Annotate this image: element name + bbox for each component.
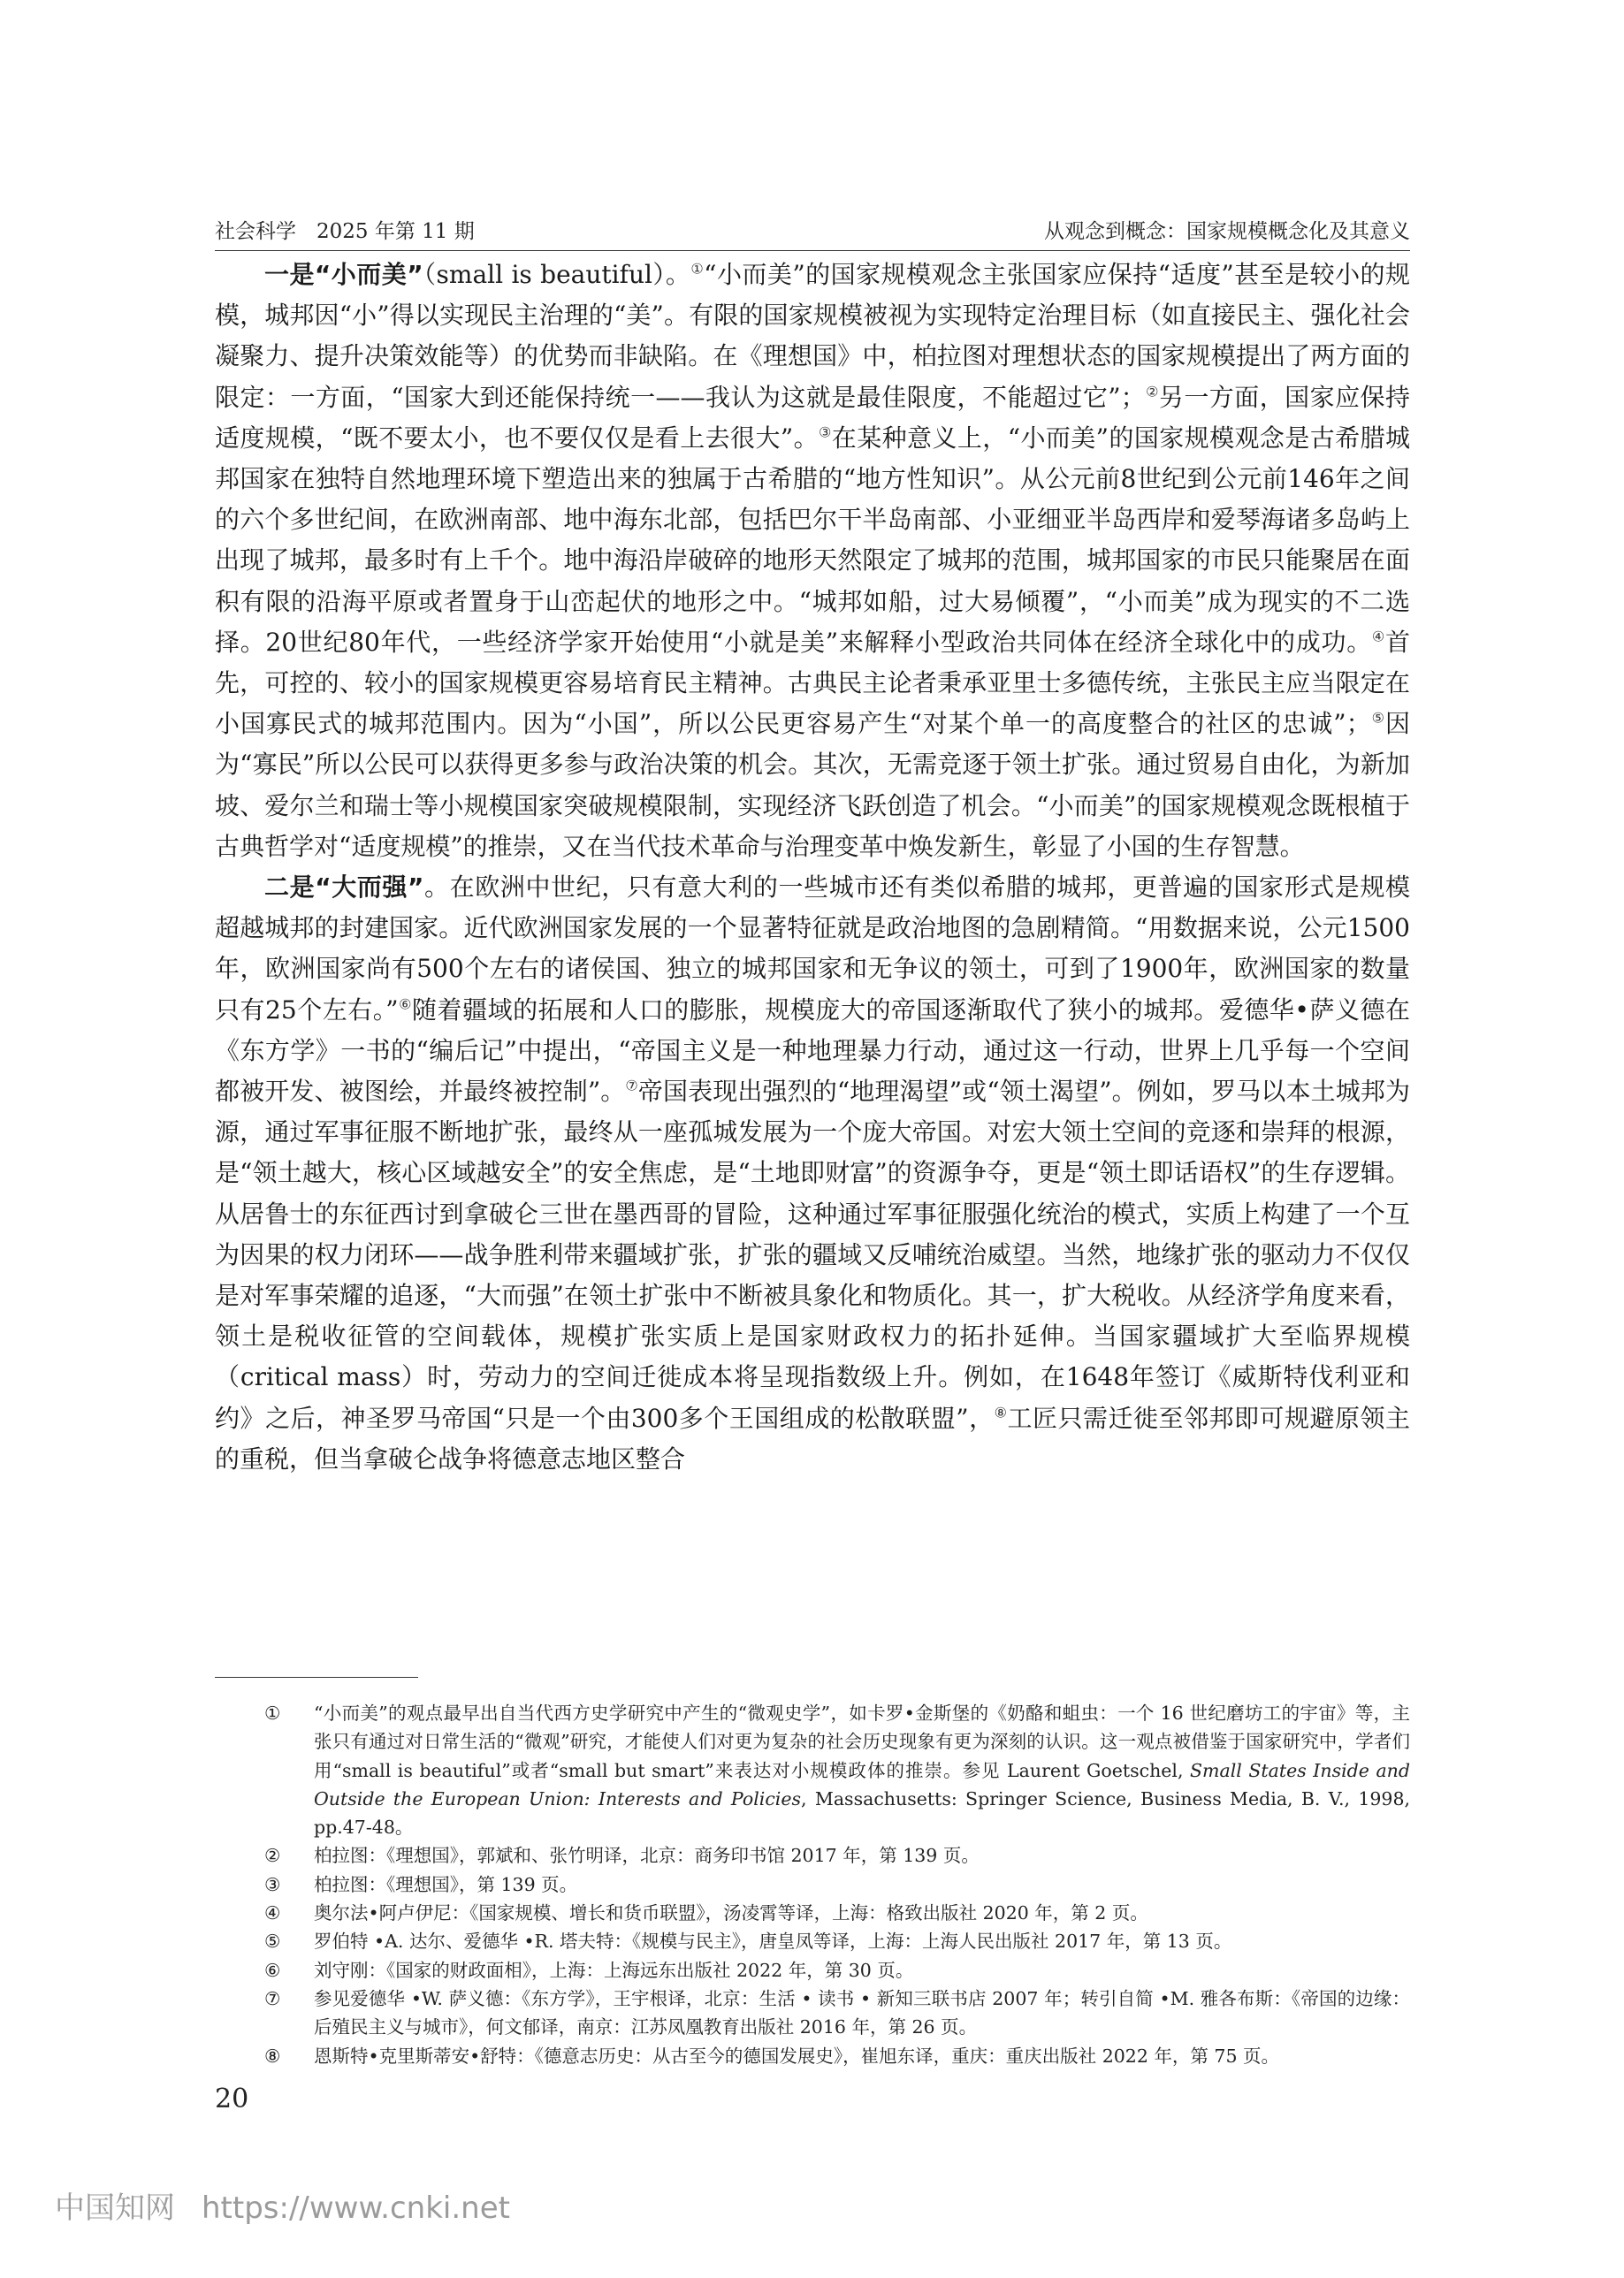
paragraph-lead: 二是“大而强”	[264, 872, 424, 903]
footnote	[215, 1927, 1410, 1955]
watermark-brand: 中国知网	[55, 2190, 175, 2226]
footnote-number: ②	[264, 1845, 281, 1867]
footnote-number: ⑧	[264, 2045, 281, 2067]
footnote-text-run: , Massachusetts: Springer Science, Business Media, B. V., 1998, pp.47-48。	[314, 1787, 1411, 1839]
text-run: 另一方面，国家应保持适度规模，“既不要太小，也不要仅仅是看上去很大”。	[215, 382, 1411, 453]
watermark-url[interactable]: https://www.cnki.net	[202, 2190, 510, 2226]
footnote-number: ④	[264, 1902, 281, 1924]
footnotes	[215, 1699, 1410, 2070]
paragraph-lead: 一是“小而美”	[264, 260, 423, 289]
footnote	[215, 2042, 1410, 2070]
footnote-text: 奥尔法•阿卢伊尼：《国家规模、增长和货币联盟》，汤凌霄等译，上海：格致出版社 2020 年，第 2 页。	[314, 1902, 1148, 1924]
footnote-text-run: “小而美”的观点最早出自当代西方史学研究中产生的“微观史学”，如卡罗•金斯堡的《奶酪和蛆虫：一个 16 世纪磨坊工的宇宙》等，主张只有通过对日常生活的“微观”研究，才能使人们对更为复杂的社会历史现象有更为深刻的认识。这一观点被借鉴于国家研究中，学者们用“small is beautiful”或者“small but smart”来表达对小规模政体的推崇。参见 Laurent Goetschel,	[314, 1703, 1410, 1781]
text-run: 工匠只需迁徙至邻邦即可规避原领主的重税，但当拿破仑战争将德意志地区整合	[215, 1403, 1411, 1474]
footnote-marker[interactable]: ③	[819, 423, 832, 441]
footnote-marker[interactable]: ⑤	[1370, 709, 1385, 727]
text-run: （small is beautiful）。	[423, 260, 691, 289]
footnote-book-title: Small States Inside and Outside the European Union: Interests and Policies	[314, 1759, 1410, 1809]
body-text	[215, 255, 1410, 1480]
footnote	[215, 1699, 1410, 1841]
footnote-marker[interactable]: ⑦	[625, 1077, 638, 1094]
text-run: 因为“寡民”所以公民可以获得更多参与政治决策的机会。其次，无需竞逐于领土扩张。通过贸易自由化，为新加坡、爱尔兰和瑞士等小规模国家突破规模限制，实现经济飞跃创造了机会。“小而美”的国家规模观念既根植于古典哲学对“适度规模”的推崇，又在当代技术革命与治理变革中焕发新生，彰显了小国的生存智慧。	[215, 709, 1411, 861]
footnote	[215, 1841, 1410, 1870]
article-short-title: 从观念到概念：国家规模概念化及其意义	[1044, 219, 1410, 243]
text-run: 随着疆域的拓展和人口的膨胀，规模庞大的帝国逐渐取代了狭小的城邦。爱德华•萨义德在《东方学》一书的“编后记”中提出，“帝国主义是一种地理暴力行动，通过这一行动，世界上几乎每一个空间都被开发、被图绘，并最终被控制”。	[215, 994, 1411, 1107]
footnote-number: ⑤	[264, 1931, 281, 1953]
body-paragraph	[215, 867, 1410, 1480]
header-rule	[215, 250, 1410, 251]
page-number: 20	[215, 2084, 249, 2114]
footnote-text: 柏拉图：《理想国》，郭斌和、张竹明译，北京：商务印书馆 2017 年，第 139 页。	[314, 1845, 980, 1867]
footnote	[215, 1899, 1410, 1927]
footnote-rule	[215, 1677, 418, 1678]
text-run: 首先，可控的、较小的国家规模更容易培育民主精神。古典民主论者秉承亚里士多德传统，主张民主应当限定在小国寡民式的城邦范围内。因为“小国”，所以公民更容易产生“对某个单一的高度整合的社区的忠诚”；	[215, 627, 1410, 739]
footnote-text: 恩斯特•克里斯蒂安•舒特：《德意志历史：从古至今的德国发展史》，崔旭东译，重庆：重庆出版社 2022 年，第 75 页。	[314, 2045, 1280, 2067]
footnote-marker[interactable]: ④	[1371, 628, 1385, 645]
footnote	[215, 1985, 1410, 2042]
footnote-number: ③	[264, 1873, 281, 1895]
footnote-number: ⑦	[264, 1987, 281, 2009]
footnote-text: 柏拉图：《理想国》，第 139 页。	[314, 1873, 578, 1895]
footnote-text: 罗伯特 •A. 达尔、爱德华 •R. 塔夫特：《规模与民主》，唐皇凤等译，上海：上海人民出版社 2017 年，第 13 页。	[314, 1931, 1232, 1953]
footnote-text	[314, 1699, 1410, 1841]
running-header	[215, 211, 1410, 247]
text-run: 在某种意义上，“小而美”的国家规模观念是古希腊城邦国家在独特自然地理环境下塑造出来的独属于古希腊的“地方性知识”。从公元前8世纪到公元前146年之间的六个多世纪间，在欧洲南部、地中海东北部，包括巴尔干半岛南部、小亚细亚半岛西岸和爱琴海诸多岛屿上出现了城邦，最多时有上千个。地中海沿岸破碎的地形天然限定了城邦的范围，城邦国家的市民只能聚居在面积有限的沿海平原或者置身于山峦起伏的地形之中。“城邦如船，过大易倾覆”，“小而美”成为现实的不二选择。20世纪80年代，一些经济学家开始使用“小就是美”来解释小型政治共同体在经济全球化中的成功。	[215, 423, 1410, 657]
footnote	[215, 1956, 1410, 1985]
footnote-marker[interactable]: ⑧	[994, 1404, 1008, 1421]
text-run: 。在欧洲中世纪，只有意大利的一些城市还有类似希腊的城邦，更普遍的国家形式是规模超越城邦的封建国家。近代欧洲国家发展的一个显著特征就是政治地图的急剧精简。“用数据来说，公元1500年，欧洲国家尚有500个左右的诸侯国、独立的城邦国家和无争议的领土，可到了1900年，欧洲国家的数量只有25个左右。”	[215, 872, 1410, 1025]
footnote	[215, 1870, 1410, 1899]
footnote-text: 参见爱德华 •W. 萨义德：《东方学》，王宇根译，北京：生活 • 读书 • 新知三联书店 2007 年；转引自简 •M. 雅各布斯：《帝国的边缘：后殖民主义与城市》，何文郁译，南京：江苏凤凰教育出版社 2016 年，第 26 页。	[314, 1987, 1410, 2038]
footnote-number: ⑥	[264, 1959, 281, 1981]
footnote-marker[interactable]: ⑥	[398, 995, 413, 1013]
footnote-marker[interactable]: ①	[690, 260, 705, 278]
text-run: 帝国表现出强烈的“地理渴望”或“领土渴望”。例如，罗马以本土城邦为源，通过军事征服不断地扩张，最终从一座孤城发展为一个庞大帝国。对宏大领土空间的竞逐和崇拜的根源，是“领土越大，核心区域越安全”的安全焦虑，是“土地即财富”的资源争夺，更是“领土即话语权”的生存逻辑。从居鲁士的东征西讨到拿破仑三世在墨西哥的冒险，这种通过军事征服强化统治的模式，实质上构建了一个互为因果的权力闭环——战争胜利带来疆域扩张，扩张的疆域又反哺统治威望。当然，地缘扩张的驱动力不仅仅是对军事荣耀的追逐，“大而强”在领土扩张中不断被具象化和物质化。其一，扩大税收。从经济学角度来看，领土是税收征管的空间载体，规模扩张实质上是国家财政权力的拓扑延伸。当国家疆域扩大至临界规模（critical mass）时，劳动力的空间迁徙成本将呈现指数级上升。例如，在1648年签订《威斯特伐利亚和约》之后，神圣罗马帝国“只是一个由300多个王国组成的松散联盟”，	[215, 1077, 1411, 1433]
text-run: “小而美”的国家规模观念主张国家应保持“适度”甚至是较小的规模，城邦因“小”得以实现民主治理的“美”。有限的国家规模被视为实现特定治理目标（如直接民主、强化社会凝聚力、提升决策效能等）的优势而非缺陷。在《理想国》中，柏拉图对理想状态的国家规模提出了两方面的限定：一方面，“国家大到还能保持统一——我认为这就是最佳限度，不能超过它”；	[215, 260, 1411, 412]
body-paragraph	[215, 255, 1410, 867]
cnki-watermark	[55, 2183, 510, 2227]
footnote-text: 刘守刚：《国家的财政面相》，上海：上海远东出版社 2022 年，第 30 页。	[314, 1959, 914, 1981]
footnote-marker[interactable]: ②	[1145, 383, 1159, 400]
footnote-number: ①	[264, 1703, 281, 1724]
journal-issue: 社会科学 2025 年第 11 期	[215, 219, 475, 243]
